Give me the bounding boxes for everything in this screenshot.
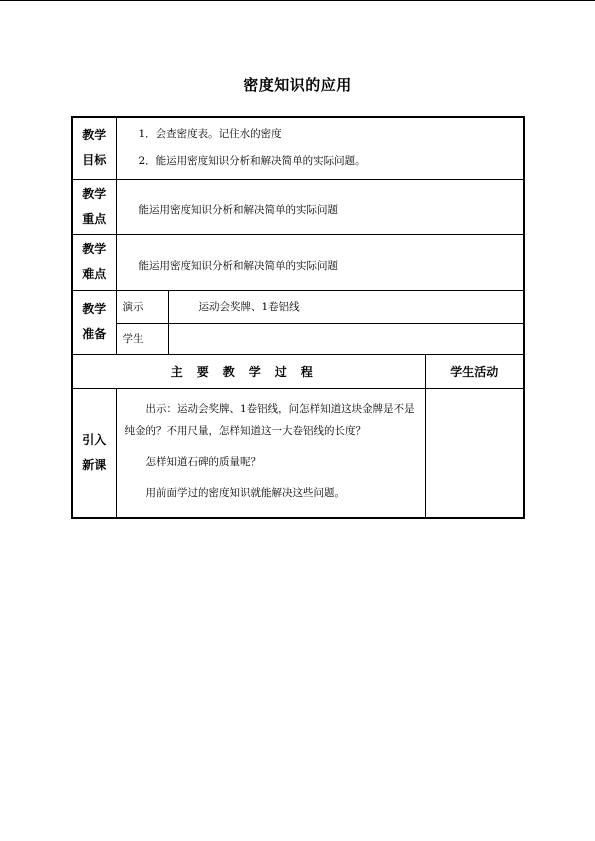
prep-label: 教学 准备 (72, 290, 116, 354)
lesson-plan-table (71, 116, 525, 519)
process-header: 主要教学过程 (72, 354, 425, 388)
row-prep-demo (72, 290, 524, 323)
difficult-content: 能运用密度知识分析和解决简单的实际问题 (116, 234, 524, 290)
difficult-label: 教学 难点 (72, 234, 116, 290)
page-title: 密度知识的应用 (243, 76, 352, 94)
goal-item: 1．会查密度表。记住水的密度 (138, 128, 282, 141)
row-prep-student (72, 323, 524, 354)
student-label: 学生 (116, 323, 168, 354)
student-content (168, 323, 524, 354)
goals-label: 教学 目标 (72, 117, 116, 179)
intro-student-activity (425, 388, 524, 518)
header-rule (0, 0, 595, 1)
student-activity-header: 学生活动 (425, 354, 524, 388)
key-content: 能运用密度知识分析和解决简单的实际问题 (116, 179, 524, 234)
intro-content (116, 388, 425, 518)
demo-label: 演示 (116, 290, 168, 323)
row-key (72, 179, 524, 234)
intro-paragraph: 出示：运动会奖牌、1卷铝线，问怎样知道这块金牌是不是纯金的？不用尺量，怎样知道这一大卷铝线的长度？ (124, 402, 415, 437)
row-intro (72, 388, 524, 518)
demo-content: 运动会奖牌、1卷铝线 (168, 290, 524, 323)
row-difficult (72, 234, 524, 290)
intro-paragraph: 怎样知道石碑的质量呢？ (145, 455, 261, 468)
goals-content (116, 117, 524, 179)
row-process-header (72, 354, 524, 388)
intro-label: 引入 新课 (72, 388, 116, 518)
goal-item: 2．能运用密度知识分析和解决简单的实际问题。 (138, 155, 366, 168)
intro-paragraph: 用前面学过的密度知识就能解决这些问题。 (145, 486, 345, 499)
row-goals (72, 117, 524, 179)
key-label: 教学 重点 (72, 179, 116, 234)
